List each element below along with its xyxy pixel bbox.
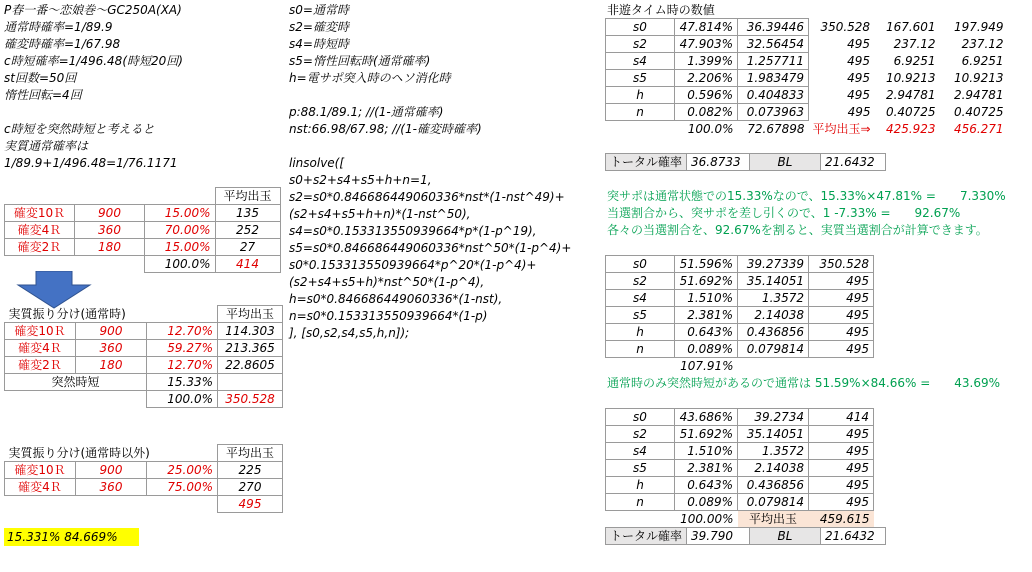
table-row: s4 1.510% 1.3572 495 (606, 290, 874, 307)
equation-line: h=s0*0.846686449060336*(1-nst), (289, 292, 503, 306)
equation-line: (s2+s4+s5+h)*nst^50*(1-p^4), (289, 275, 485, 289)
equation-line (289, 138, 571, 155)
equation-line: s2=s0*0.846686449060336*nst*(1-nst^49)+ (289, 190, 565, 204)
table-row: h 0.643% 0.436856 495 (606, 324, 874, 341)
green-note (607, 188, 1006, 239)
total-probability-row-2: トータル確率 39.790 BL 21.6432 (605, 527, 886, 545)
note-line: 確変時確率=1/67.98 (4, 37, 121, 51)
equations (289, 2, 571, 342)
note-line: 1/89.9+1/496.48=1/76.1171 (4, 156, 178, 170)
table-row: s4 1.399% 1.257711 495 6.9251 6.9251 (606, 53, 1008, 70)
note-line: 惰性回転=4回 (4, 88, 82, 102)
table-row: s5 2.381% 2.14038 495 (606, 307, 874, 324)
table-row: s2 51.692% 35.14051 495 (606, 273, 874, 290)
real-distribution-other-table (4, 444, 283, 513)
real-rate-table (605, 255, 874, 374)
note-line: 実質通常確率は (4, 139, 89, 153)
real-distribution-normal-table (4, 305, 283, 408)
table-row: 確変4Ｒ 360 75.00% 270 (5, 479, 283, 496)
note-line: 当選割合から、突サポを差し引くので、1 -7.33% = 92.67% (607, 206, 961, 220)
table-row: n 0.089% 0.079814 495 (606, 341, 874, 358)
highlight-cell: 15.331% 84.669% (4, 528, 139, 546)
table-row: s5 2.206% 1.983479 495 10.9213 10.9213 (606, 70, 1008, 87)
table-row: n 0.082% 0.073963 495 0.40725 0.40725 (606, 104, 1008, 121)
table-row: s2 47.903% 32.56454 495 237.12 237.12 (606, 36, 1008, 53)
equation-line: n=s0*0.153313550939664*(1-p) (289, 309, 488, 323)
header-cell: 平均出玉 (215, 188, 280, 205)
note-line (4, 104, 183, 121)
equation-line: s0*0.153313550939664*p^20*(1-p^4)+ (289, 258, 537, 272)
equation-line: (s2+s4+s5+h+n)*(1-nst^50), (289, 207, 471, 221)
table-row: 突然時短 15.33% (5, 374, 283, 391)
table-row: n 0.089% 0.079814 495 (606, 494, 874, 511)
payout-table (4, 187, 281, 273)
table-row: s5 2.381% 2.14038 495 (606, 460, 874, 477)
header-cell: 平均出玉 (218, 445, 283, 462)
note-line: P春一番～恋娘巻～GC250A(XA) (4, 3, 182, 17)
table-row: s4 1.510% 1.3572 495 (606, 443, 874, 460)
equation-line: s4=時短時 (289, 37, 349, 51)
table-row: 確変2Ｒ 180 15.00% 27 (5, 239, 281, 256)
table-row: h 0.596% 0.404833 495 2.94781 2.94781 (606, 87, 1008, 104)
total-row: 100.0% 72.67898 平均出玉⇒ 425.923 456.271 (687, 121, 1004, 136)
equation-line: s5=惰性回転時(通常確率) (289, 54, 431, 68)
header-cell: 平均出玉 (218, 306, 283, 323)
equation-line: s2=確変時 (289, 20, 349, 34)
equation-line: s4=s0*0.153313550939664*p*(1-p^19), (289, 224, 537, 238)
table-row: 確変10Ｒ 900 12.70% 114.303 (5, 323, 283, 340)
note-line: c時短を突然時短と考えると (4, 122, 155, 136)
note-line: c時短確率=1/496.48(時短20回) (4, 54, 183, 68)
table-title: 実質振り分け(通常時) (8, 306, 126, 321)
down-arrow-icon (16, 271, 92, 309)
equation-line (289, 87, 571, 104)
table-row: s2 51.692% 35.14051 495 (606, 426, 874, 443)
equation-line: h=電サポ突入時のヘソ消化時 (289, 71, 451, 85)
table-row: 確変10Ｒ 900 15.00% 135 (5, 205, 281, 222)
table-row: 確変4Ｒ 360 59.27% 213.365 (5, 340, 283, 357)
equation-line: s5=s0*0.846686449060336*nst^50*(1-p^4)+ (289, 241, 572, 255)
equation-line: s0+s2+s4+s5+h+n=1, (289, 173, 432, 187)
total-row: 100.00% 平均出玉 459.615 (606, 511, 874, 528)
note-line: 各々の当選割合を、92.67%を割ると、実質当選割合が計算できます。 (607, 223, 988, 237)
green-note-2: 通常時のみ突然時短があるので通常は 51.59%×84.66% = 43.69% (607, 376, 1001, 390)
total-row: 100.0% 414 (5, 256, 281, 273)
total-row: 100.0% 350.528 (5, 391, 283, 408)
equation-line: s0=通常時 (289, 3, 349, 17)
equation-line: linsolve([ (289, 156, 345, 170)
table-row: h 0.643% 0.436856 495 (606, 477, 874, 494)
total-row: 107.91% (680, 359, 734, 373)
equation-line: nst:66.98/67.98; //(1-確変時確率) (289, 122, 482, 136)
section-title: 非遊タイム時の数値 (607, 3, 715, 17)
table-row: s0 47.814% 36.39446 350.528 167.601 197.949 (606, 19, 1008, 36)
table-row: 確変2Ｒ 180 12.70% 22.8605 (5, 357, 283, 374)
equation-line: ], [s0,s2,s4,s5,h,n]); (289, 326, 410, 340)
note-line: 通常時確率=1/89.9 (4, 20, 113, 34)
equation-line: p:88.1/89.1; //(1-通常確率) (289, 105, 444, 119)
table-row: s0 43.686% 39.2734 414 (606, 409, 874, 426)
final-rate-table (605, 408, 874, 527)
note-line: st回数=50回 (4, 71, 77, 85)
total-row: 495 (5, 496, 283, 513)
table-row: s0 51.596% 39.27339 350.528 (606, 256, 874, 273)
note-line: 突サポは通常状態での15.33%なので、15.33%×47.81% = 7.330% (607, 189, 1006, 203)
table-row: 確変4Ｒ 360 70.00% 252 (5, 222, 281, 239)
table-row: 確変10Ｒ 900 25.00% 225 (5, 462, 283, 479)
non-yutime-table (605, 18, 1008, 137)
total-probability-row: トータル確率 36.8733 BL 21.6432 (605, 153, 886, 171)
table-title: 実質振り分け(通常時以外) (8, 445, 150, 460)
left-notes (4, 2, 183, 172)
